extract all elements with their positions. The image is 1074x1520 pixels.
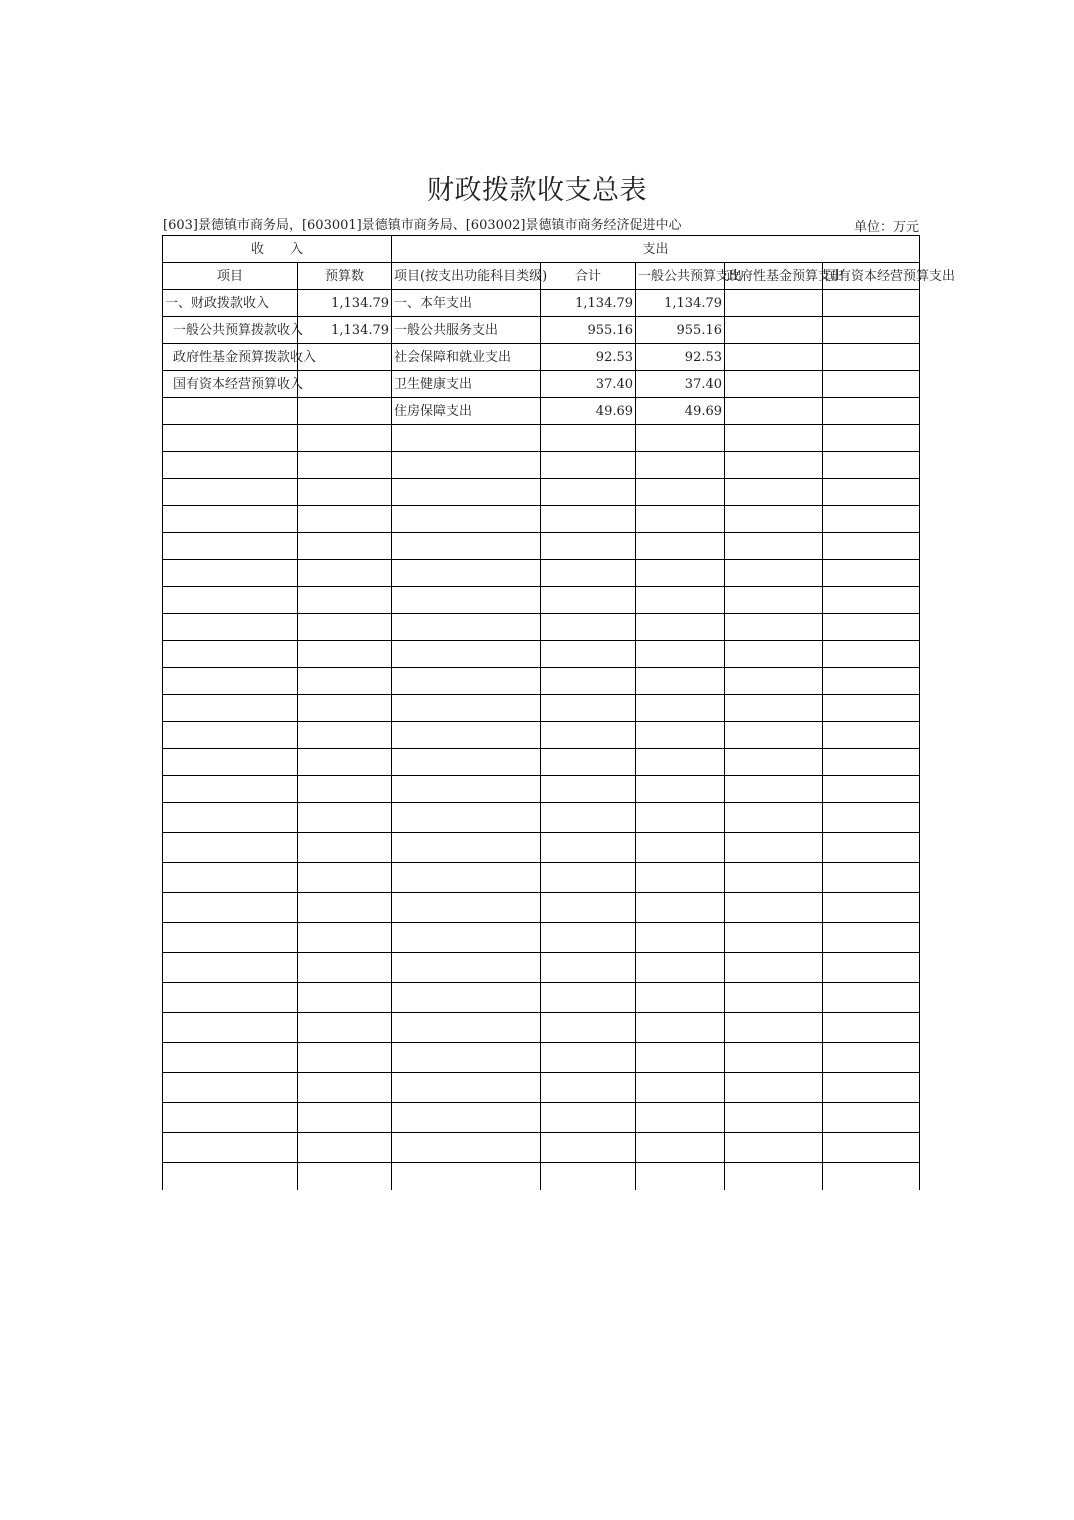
empty-cell [823, 668, 920, 695]
empty-cell [541, 863, 636, 893]
empty-table-row [163, 695, 920, 722]
empty-cell [725, 587, 823, 614]
empty-cell [823, 833, 920, 863]
empty-cell [298, 587, 392, 614]
income-budget-cell [298, 398, 392, 425]
empty-cell [541, 668, 636, 695]
empty-cell [823, 1163, 920, 1191]
empty-cell [298, 833, 392, 863]
income-budget-cell [298, 371, 392, 398]
empty-cell [163, 1133, 298, 1163]
empty-cell [823, 695, 920, 722]
empty-cell [823, 479, 920, 506]
general-cell: 955.16 [636, 317, 725, 344]
empty-cell [823, 749, 920, 776]
empty-cell [163, 1163, 298, 1191]
empty-cell [725, 953, 823, 983]
empty-table-row [163, 533, 920, 560]
empty-cell [392, 776, 541, 803]
empty-cell [636, 668, 725, 695]
empty-cell [392, 749, 541, 776]
empty-cell [725, 803, 823, 833]
table-row [163, 398, 920, 425]
empty-table-row [163, 749, 920, 776]
empty-cell [298, 452, 392, 479]
empty-cell [541, 452, 636, 479]
empty-cell [163, 1103, 298, 1133]
empty-cell [636, 1103, 725, 1133]
empty-cell [823, 452, 920, 479]
empty-cell [392, 533, 541, 560]
empty-cell [392, 479, 541, 506]
income-budget-cell: 1,134.79 [298, 290, 392, 317]
empty-table-row [163, 1013, 920, 1043]
empty-cell [823, 803, 920, 833]
empty-cell [163, 722, 298, 749]
total-cell: 49.69 [541, 398, 636, 425]
empty-cell [298, 803, 392, 833]
empty-cell [636, 983, 725, 1013]
empty-cell [725, 893, 823, 923]
empty-table-row [163, 803, 920, 833]
empty-table-row [163, 614, 920, 641]
general-cell: 92.53 [636, 344, 725, 371]
empty-cell [823, 863, 920, 893]
empty-cell [636, 893, 725, 923]
empty-cell [541, 425, 636, 452]
empty-cell [725, 479, 823, 506]
empty-cell [823, 1073, 920, 1103]
empty-cell [541, 893, 636, 923]
empty-table-row [163, 641, 920, 668]
empty-cell [823, 533, 920, 560]
empty-cell [636, 1043, 725, 1073]
empty-table-row [163, 560, 920, 587]
income-item-cell: 一、财政拨款收入 [163, 290, 298, 317]
empty-cell [298, 863, 392, 893]
empty-table-row [163, 953, 920, 983]
income-item-cell: 政府性基金预算拨款收入 [163, 344, 298, 371]
total-cell: 1,134.79 [541, 290, 636, 317]
empty-table-row [163, 425, 920, 452]
empty-cell [725, 506, 823, 533]
empty-cell [392, 893, 541, 923]
unit-label: 单位：万元 [853, 220, 919, 235]
state-capital-cell [823, 398, 920, 425]
empty-cell [298, 1133, 392, 1163]
empty-cell [636, 1163, 725, 1191]
empty-cell [298, 983, 392, 1013]
empty-cell [725, 641, 823, 668]
empty-table-row [163, 776, 920, 803]
empty-cell [636, 863, 725, 893]
empty-cell [823, 1013, 920, 1043]
empty-cell [725, 983, 823, 1013]
empty-cell [823, 560, 920, 587]
empty-cell [636, 923, 725, 953]
empty-cell [541, 479, 636, 506]
empty-cell [163, 614, 298, 641]
empty-cell [298, 749, 392, 776]
empty-cell [541, 1013, 636, 1043]
empty-cell [298, 533, 392, 560]
empty-cell [823, 893, 920, 923]
empty-table-row [163, 722, 920, 749]
organization-line: [603]景德镇市商务局，[603001]景德镇市商务局、[603002]景德镇市商务经济促进中心 [163, 218, 682, 233]
empty-cell [725, 749, 823, 776]
empty-cell [823, 983, 920, 1013]
empty-cell [298, 953, 392, 983]
empty-cell [392, 863, 541, 893]
empty-cell [392, 668, 541, 695]
empty-cell [298, 425, 392, 452]
empty-cell [163, 923, 298, 953]
page-title: 财政拨款收支总表 [427, 175, 647, 206]
empty-cell [392, 722, 541, 749]
empty-cell [163, 1043, 298, 1073]
empty-cell [392, 641, 541, 668]
empty-cell [725, 863, 823, 893]
gov-fund-cell [725, 344, 823, 371]
empty-cell [636, 749, 725, 776]
empty-cell [636, 1133, 725, 1163]
table-row [163, 290, 920, 317]
empty-cell [163, 587, 298, 614]
expense-item-cell: 一般公共服务支出 [392, 317, 541, 344]
empty-cell [392, 452, 541, 479]
empty-cell [541, 983, 636, 1013]
empty-cell [725, 1073, 823, 1103]
empty-cell [392, 695, 541, 722]
empty-cell [823, 641, 920, 668]
table-row [163, 317, 920, 344]
empty-cell [541, 1133, 636, 1163]
general-cell: 1,134.79 [636, 290, 725, 317]
empty-cell [163, 560, 298, 587]
state-capital-cell [823, 317, 920, 344]
empty-cell [636, 803, 725, 833]
empty-cell [541, 614, 636, 641]
empty-table-row [163, 863, 920, 893]
empty-cell [541, 953, 636, 983]
empty-cell [163, 479, 298, 506]
empty-cell [541, 722, 636, 749]
empty-cell [823, 953, 920, 983]
empty-cell [725, 776, 823, 803]
empty-cell [636, 833, 725, 863]
empty-cell [298, 923, 392, 953]
expense-item-cell: 社会保障和就业支出 [392, 344, 541, 371]
empty-cell [823, 1133, 920, 1163]
empty-cell [298, 776, 392, 803]
empty-cell [541, 749, 636, 776]
income-group-header: 收 入 [163, 236, 392, 263]
empty-cell [298, 560, 392, 587]
empty-cell [163, 641, 298, 668]
empty-cell [392, 983, 541, 1013]
empty-cell [163, 749, 298, 776]
empty-cell [392, 953, 541, 983]
empty-cell [298, 695, 392, 722]
table-row [163, 371, 920, 398]
empty-cell [725, 425, 823, 452]
income-budget-cell: 1,134.79 [298, 317, 392, 344]
empty-cell [163, 533, 298, 560]
empty-table-row [163, 452, 920, 479]
empty-cell [392, 1103, 541, 1133]
empty-cell [392, 1043, 541, 1073]
empty-table-row [163, 983, 920, 1013]
total-cell: 955.16 [541, 317, 636, 344]
empty-cell [541, 641, 636, 668]
empty-cell [725, 1013, 823, 1043]
col-gov-fund: 政府性基金预算支出 [725, 263, 823, 290]
empty-cell [636, 1073, 725, 1103]
empty-cell [392, 833, 541, 863]
expense-item-cell: 一、本年支出 [392, 290, 541, 317]
empty-table-row [163, 923, 920, 953]
empty-cell [163, 893, 298, 923]
empty-cell [823, 1043, 920, 1073]
empty-cell [298, 722, 392, 749]
column-header-row [163, 263, 920, 290]
empty-cell [298, 614, 392, 641]
empty-cell [541, 1043, 636, 1073]
total-cell: 92.53 [541, 344, 636, 371]
empty-cell [636, 776, 725, 803]
empty-cell [392, 803, 541, 833]
income-item-cell [163, 398, 298, 425]
state-capital-cell [823, 371, 920, 398]
empty-cell [392, 923, 541, 953]
empty-cell [163, 1013, 298, 1043]
income-item-cell: 一般公共预算拨款收入 [163, 317, 298, 344]
empty-cell [298, 506, 392, 533]
empty-cell [823, 722, 920, 749]
empty-cell [636, 533, 725, 560]
general-cell: 37.40 [636, 371, 725, 398]
empty-cell [725, 560, 823, 587]
expense-item-cell: 住房保障支出 [392, 398, 541, 425]
empty-table-row [163, 506, 920, 533]
empty-cell [298, 479, 392, 506]
empty-cell [541, 803, 636, 833]
empty-cell [163, 953, 298, 983]
gov-fund-cell [725, 317, 823, 344]
table-row [163, 344, 920, 371]
empty-cell [636, 695, 725, 722]
empty-cell [163, 695, 298, 722]
empty-cell [541, 776, 636, 803]
empty-cell [636, 722, 725, 749]
empty-cell [725, 722, 823, 749]
empty-table-row [163, 1133, 920, 1163]
empty-cell [636, 425, 725, 452]
empty-cell [163, 1073, 298, 1103]
empty-cell [636, 506, 725, 533]
empty-cell [636, 614, 725, 641]
empty-table-row [163, 1163, 920, 1191]
empty-cell [823, 776, 920, 803]
empty-cell [636, 560, 725, 587]
col-total: 合计 [541, 263, 636, 290]
col-income-item: 项目 [163, 263, 298, 290]
empty-cell [298, 1073, 392, 1103]
empty-table-row [163, 587, 920, 614]
empty-cell [725, 1103, 823, 1133]
empty-cell [163, 776, 298, 803]
empty-cell [163, 803, 298, 833]
empty-cell [541, 1163, 636, 1191]
empty-cell [636, 953, 725, 983]
col-income-budget: 预算数 [298, 263, 392, 290]
empty-cell [541, 833, 636, 863]
empty-cell [541, 533, 636, 560]
empty-cell [298, 668, 392, 695]
empty-cell [541, 1073, 636, 1103]
empty-cell [725, 668, 823, 695]
state-capital-cell [823, 290, 920, 317]
empty-cell [392, 1163, 541, 1191]
empty-cell [636, 452, 725, 479]
empty-cell [541, 1103, 636, 1133]
empty-cell [823, 923, 920, 953]
empty-cell [725, 614, 823, 641]
empty-cell [298, 641, 392, 668]
empty-cell [163, 983, 298, 1013]
empty-cell [163, 425, 298, 452]
empty-cell [163, 668, 298, 695]
empty-cell [823, 614, 920, 641]
state-capital-cell [823, 344, 920, 371]
gov-fund-cell [725, 398, 823, 425]
empty-cell [823, 587, 920, 614]
empty-cell [725, 1043, 823, 1073]
empty-cell [541, 560, 636, 587]
empty-cell [541, 695, 636, 722]
empty-cell [298, 1103, 392, 1133]
empty-table-row [163, 833, 920, 863]
empty-cell [725, 1163, 823, 1191]
empty-cell [541, 587, 636, 614]
group-header-row [163, 236, 920, 263]
empty-cell [725, 833, 823, 863]
general-cell: 49.69 [636, 398, 725, 425]
income-item-cell: 国有资本经营预算收入 [163, 371, 298, 398]
empty-cell [163, 452, 298, 479]
empty-cell [541, 923, 636, 953]
empty-cell [163, 863, 298, 893]
empty-cell [392, 1013, 541, 1043]
empty-cell [163, 506, 298, 533]
empty-cell [392, 1133, 541, 1163]
empty-cell [541, 506, 636, 533]
empty-cell [392, 587, 541, 614]
col-general: 一般公共预算支出 [636, 263, 725, 290]
empty-cell [392, 506, 541, 533]
empty-table-row [163, 1043, 920, 1073]
empty-table-row [163, 1073, 920, 1103]
empty-cell [636, 587, 725, 614]
empty-table-row [163, 668, 920, 695]
empty-cell [298, 893, 392, 923]
col-state-capital: 国有资本经营预算支出 [823, 263, 920, 290]
empty-cell [392, 614, 541, 641]
empty-cell [636, 1013, 725, 1043]
empty-cell [725, 923, 823, 953]
empty-cell [725, 533, 823, 560]
empty-cell [823, 506, 920, 533]
empty-table-row [163, 1103, 920, 1133]
empty-cell [725, 452, 823, 479]
empty-cell [392, 1073, 541, 1103]
gov-fund-cell [725, 371, 823, 398]
expense-item-cell: 卫生健康支出 [392, 371, 541, 398]
total-cell: 37.40 [541, 371, 636, 398]
empty-table-row [163, 479, 920, 506]
empty-cell [636, 641, 725, 668]
empty-cell [298, 1013, 392, 1043]
empty-table-row [163, 893, 920, 923]
col-expense-item: 项目(按支出功能科目类级) [392, 263, 541, 290]
budget-table [162, 235, 956, 1190]
empty-cell [163, 833, 298, 863]
empty-cell [298, 1163, 392, 1191]
empty-cell [392, 425, 541, 452]
empty-cell [392, 560, 541, 587]
empty-cell [725, 695, 823, 722]
empty-cell [725, 1133, 823, 1163]
empty-cell [636, 479, 725, 506]
empty-cell [823, 1103, 920, 1133]
empty-cell [298, 1043, 392, 1073]
empty-cell [823, 425, 920, 452]
empty-rows [163, 425, 920, 1191]
gov-fund-cell [725, 290, 823, 317]
expense-group-header: 支出 [392, 236, 920, 263]
